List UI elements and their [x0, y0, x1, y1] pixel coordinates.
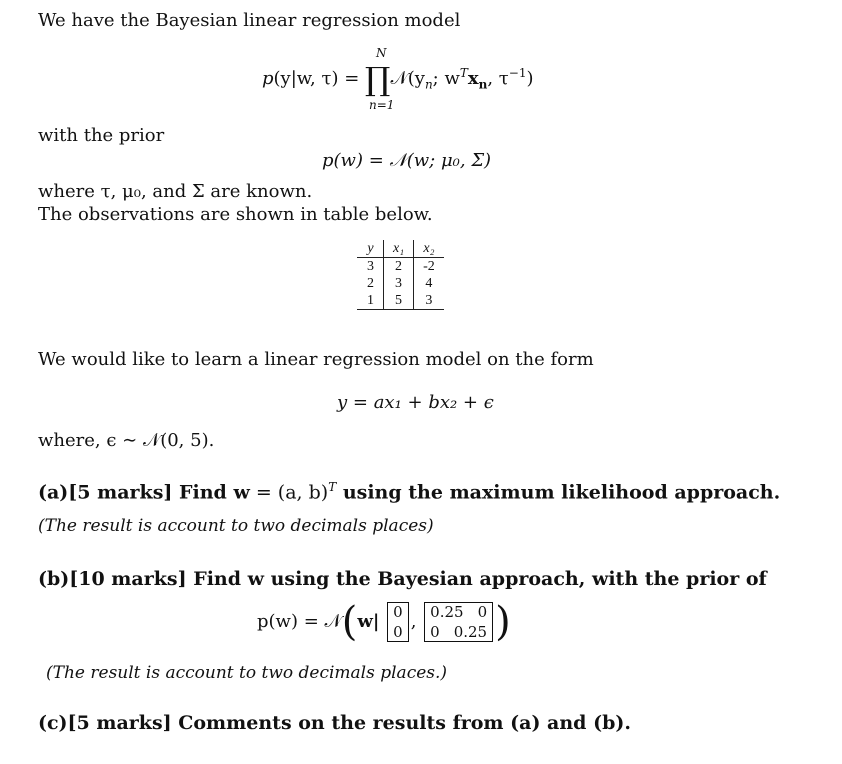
covariance-entry: 0.25: [453, 623, 488, 641]
mean-entry: 0: [393, 603, 403, 621]
likelihood-lhs-args: (y|w, τ) =: [273, 68, 360, 89]
table-cell: 3: [414, 292, 444, 310]
likelihood-rhs-sup-T: T: [459, 66, 468, 80]
covariance-entry: 0.25: [430, 603, 464, 621]
part-b-left-paren: (: [341, 599, 358, 645]
mean-entry: 0: [393, 623, 403, 641]
intro-text: We have the Bayesian linear regression model: [38, 10, 461, 31]
mean-vector: [387, 602, 409, 642]
covariance-row: [430, 602, 487, 622]
part-a-label: (a)[5 marks] Find: [38, 481, 227, 504]
product-upper-limit: N: [376, 46, 387, 60]
part-a-eq: = (a, b): [249, 481, 329, 504]
part-a-sup-T: T: [328, 480, 337, 494]
product-lower-limit: n=1: [369, 98, 395, 112]
table-cell: 3: [384, 275, 414, 292]
likelihood-rhs-end: , τ: [487, 68, 509, 89]
likelihood-rhs-x: x: [467, 68, 479, 89]
table-header-x2: x₂: [414, 240, 444, 258]
prior-equation: p(w) = 𝒩(w; μ₀, Σ): [322, 150, 492, 171]
part-a-w: w: [233, 481, 250, 504]
likelihood-rhs: 𝒩(y: [390, 68, 425, 89]
part-a-note: (The result is account to two decimals places): [38, 516, 434, 536]
table-row: [358, 292, 444, 310]
with-prior-text: with the prior: [38, 125, 165, 146]
part-b-prior-equation: [257, 599, 511, 645]
model-equation: y = ax₁ + bx₂ + ϵ: [337, 392, 494, 413]
part-a-title: [38, 480, 780, 503]
part-a-rest: using the maximum likelihood approach.: [336, 481, 781, 504]
part-b-prior-lhs: p(w) = 𝒩: [257, 611, 342, 632]
table-header-y: y: [358, 240, 384, 258]
likelihood-lhs-p: p: [262, 68, 274, 89]
product-symbol: ∏: [365, 60, 391, 98]
likelihood-rhs-sub-n: n: [424, 77, 433, 92]
table-cell: 1: [358, 292, 384, 310]
covariance-matrix: [424, 602, 493, 642]
table-header-row: [358, 240, 444, 258]
observations-table: [357, 240, 444, 310]
comma: ,: [410, 611, 417, 632]
part-b-note: (The result is account to two decimals places.): [46, 663, 448, 683]
covariance-entry: 0: [430, 623, 440, 641]
table-cell: -2: [423, 259, 435, 274]
part-b-right-paren: ): [495, 599, 511, 645]
table-cell: 5: [384, 292, 414, 310]
part-b-title: (b)[10 marks] Find w using the Bayesian approach, with the prior of: [38, 568, 767, 590]
table-cell: 4: [425, 276, 433, 291]
likelihood-rhs-sub-xn: n: [478, 77, 488, 92]
learn-text: We would like to learn a linear regression model on the form: [38, 349, 594, 370]
covariance-entry: 0: [477, 603, 488, 621]
table-row: [358, 275, 444, 292]
part-b-w-bar: w|: [357, 611, 380, 632]
likelihood-rhs-close: ): [526, 68, 534, 89]
table-cell: 2: [384, 258, 414, 276]
table-cell: 3: [358, 258, 384, 276]
likelihood-rhs-exp: −1: [508, 66, 527, 80]
table-cell: 2: [358, 275, 384, 292]
known-text: where τ, μ₀, and Σ are known.: [38, 181, 313, 202]
covariance-row: [430, 622, 487, 642]
table-row: [358, 258, 444, 276]
observations-text: The observations are shown in table below.: [38, 204, 433, 225]
likelihood-equation: [262, 62, 534, 96]
table-header-x1: x₁: [384, 240, 414, 258]
covariance-grid: [430, 602, 487, 642]
noise-text: where, ϵ ∼ 𝒩(0, 5).: [38, 430, 215, 451]
part-c-title: (c)[5 marks] Comments on the results from (a) and (b).: [38, 712, 631, 734]
likelihood-rhs-mid: ; w: [432, 68, 460, 89]
